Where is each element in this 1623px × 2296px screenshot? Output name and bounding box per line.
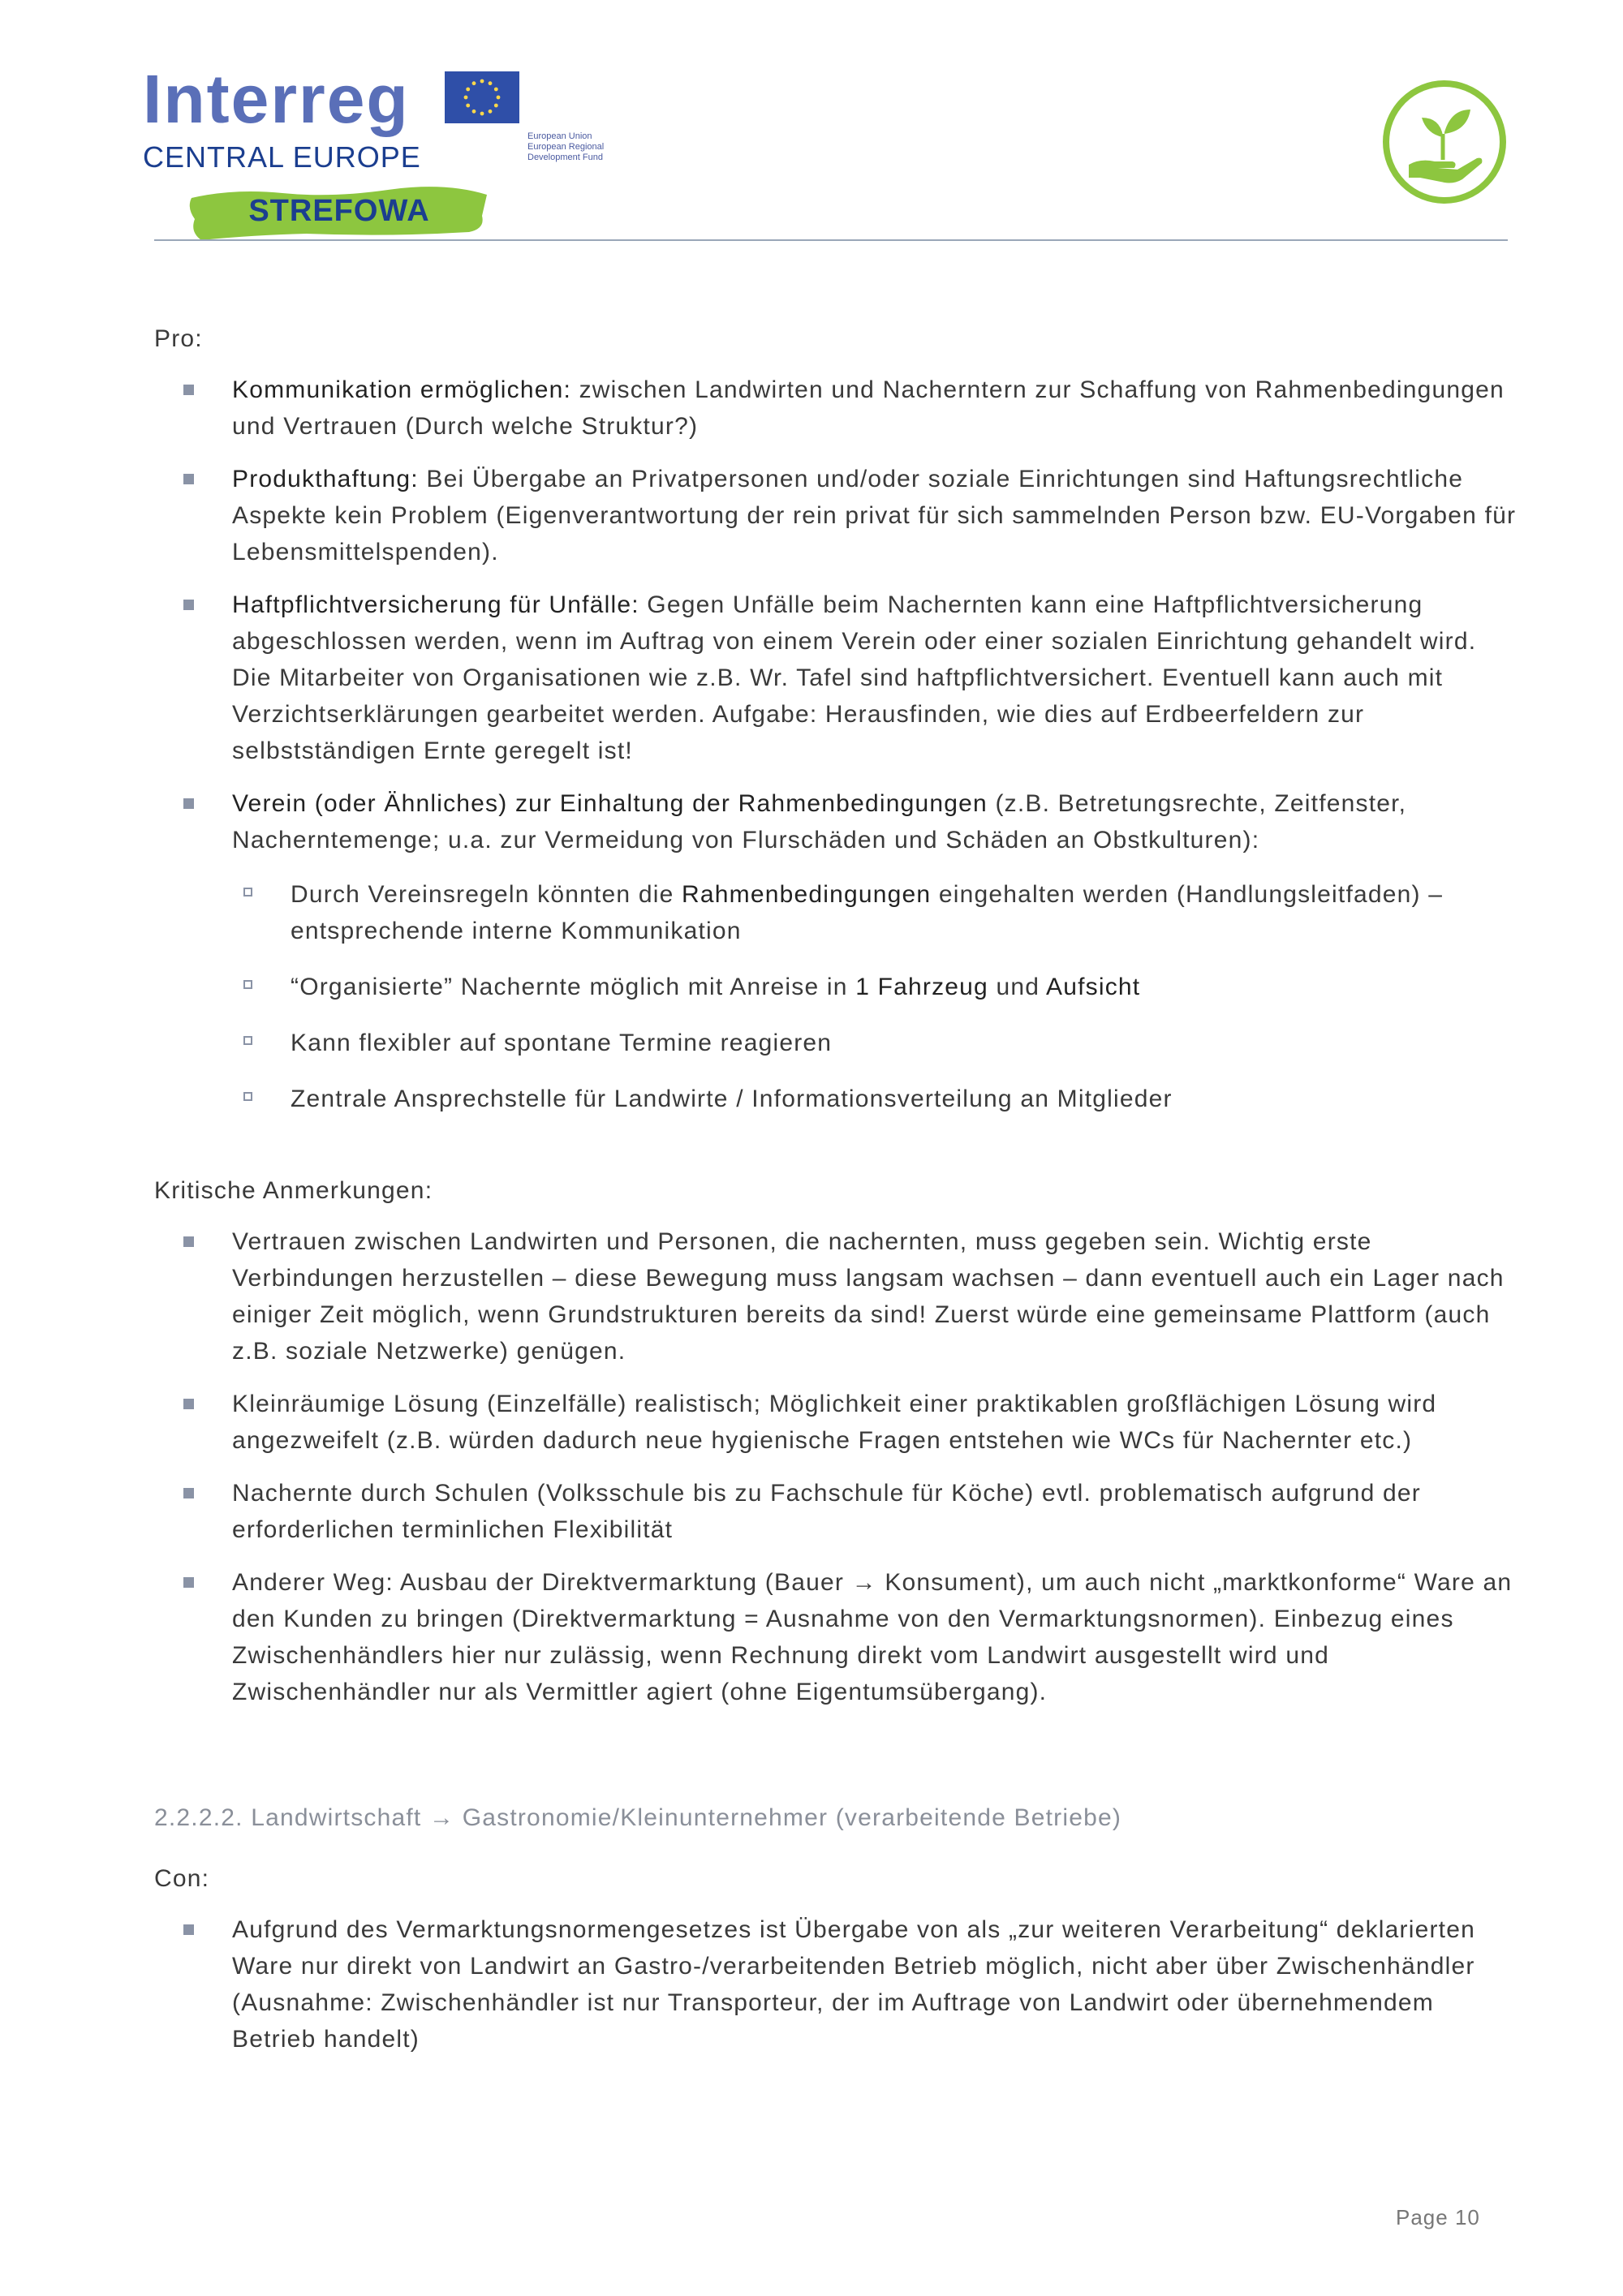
document-body <box>154 320 1518 2074</box>
central-europe-label: CENTRAL EUROPE <box>143 140 421 174</box>
eu-flag-icon <box>445 71 519 123</box>
pro-list <box>154 372 1518 1117</box>
list-item: Verein (oder Ähnliches) zur Einhaltung der Rahmenbedingungen (z.B. Betretungsrechte, Zeitfenster, Nacherntemenge; u.a. zur Vermeidung von Flurschäden und Schäden an Obstkulturen): Durch Vereinsregeln könnten die Rahmenbedingungen eingehalten werden (Handlungsleitfaden) – entsprechende interne Kommunikation “Organisierte” Nachernte möglich mit Anreise in 1 Fahrzeug und Aufsicht Kann flexibler auf spontane Termine reagieren Zentrale Ansprechstelle für Landwirte / Informationsverteilung an Mitglieder <box>154 785 1518 1117</box>
interreg-logo <box>143 61 605 242</box>
sub-list-item: Zentrale Ansprechstelle für Landwirte / Informationsverteilung an Mitglieder <box>232 1081 1518 1117</box>
list-item: Kommunikation ermöglichen: zwischen Landwirten und Nacherntern zur Schaffung von Rahmenbedingungen und Vertrauen (Durch welche Struktur?) <box>154 372 1518 445</box>
sub-list-item: “Organisierte” Nachernte möglich mit Anreise in 1 Fahrzeug und Aufsicht <box>232 969 1518 1005</box>
list-item: Aufgrund des Vermarktungsnormengesetzes ist Übergabe von als „zur weiteren Verarbeitung“ deklarierten Ware nur direkt von Landwirt an Gastro-/verarbeitenden Betrieb möglich, nicht aber über Zwischenhändler (Ausnahme: Zwischenhändler ist nur Transporteur, der im Auftrage von Landwirt oder übernehmendem Betrieb handelt) <box>154 1911 1518 2057</box>
verein-sublist <box>232 876 1518 1117</box>
subsection-heading: 2.2.2.2. Landwirtschaft → Gastronomie/Kleinunternehmer (verarbeitende Betriebe) <box>154 1804 1122 1831</box>
sub-list-item: Durch Vereinsregeln könnten die Rahmenbedingungen eingehalten werden (Handlungsleitfaden) – entsprechende interne Kommunikation <box>232 876 1518 949</box>
header-divider <box>154 239 1508 241</box>
list-item: Haftpflichtversicherung für Unfälle: Gegen Unfälle beim Nachernten kann eine Haftpflichtversicherung abgeschlossen werden, wenn im Auftrag von einem Verein oder einer sozialen Einrichtung gehandelt wird. Die Mitarbeiter von Organisationen wie z.B. Wr. Tafel sind haftpflichtversichert. Eventuell kann auch mit Verzichtserklärungen gearbeitet werden. Aufgabe: Herausfinden, wie dies auf Erdbeerfeldern zur selbstständigen Ernte geregelt ist! <box>154 587 1518 769</box>
kritisch-list <box>154 1223 1518 1710</box>
page-number: Page 10 <box>1396 2205 1480 2229</box>
pro-label: Pro: <box>154 325 203 352</box>
page-header <box>0 0 1623 243</box>
con-list <box>154 1911 1518 2057</box>
list-item: Anderer Weg: Ausbau der Direktvermarktung (Bauer → Konsument), um auch nicht „marktkonforme“ Ware an den Kunden zu bringen (Direktvermarktung = Ausnahme von den Vermarktungsnormen). Einbezug eines Zwischenhändlers hier nur zulässig, wenn Rechnung direkt vom Landwirt ausgestellt wird und Zwischenhändler nur als Vermittler agiert (ohne Eigentumsübergang). <box>154 1564 1518 1710</box>
list-item: Vertrauen zwischen Landwirten und Personen, die nachernten, muss gegeben sein. Wichtig erste Verbindungen herzustellen – diese Bewegung muss langsam wachsen – dann eventuell auch ein Lager nach einiger Zeit möglich, wenn Grundstrukturen bereits da sind! Zuerst würde eine gemeinsame Plattform (auch z.B. soziale Netzwerke) genügen. <box>154 1223 1518 1369</box>
project-name: STREFOWA <box>248 194 430 228</box>
sub-list-item: Kann flexibler auf spontane Termine reagieren <box>232 1025 1518 1061</box>
eu-caption: European Union European Regional Development Fund <box>527 131 605 162</box>
con-label: Con: <box>154 1865 210 1892</box>
list-item: Nachernte durch Schulen (Volksschule bis zu Fachschule für Köche) evtl. problematisch aufgrund der erforderlichen terminlichen Flexibilität <box>154 1475 1518 1548</box>
list-item: Produkthaftung: Bei Übergabe an Privatpersonen und/oder soziale Einrichtungen sind Haftungsrechtliche Aspekte kein Problem (Eigenverantwortung der rein privat für sich sammelnden Person bzw. EU-Vorgaben für Lebensmittelspenden). <box>154 461 1518 570</box>
interreg-wordmark: Interreg <box>143 61 410 137</box>
list-item: Kleinräumige Lösung (Einzelfälle) realistisch; Möglichkeit einer praktikablen großflächigen Lösung wird angezweifelt (z.B. würden dadurch neue hygienische Fragen entstehen wie WCs für Nachernter etc.) <box>154 1386 1518 1459</box>
kritisch-label: Kritische Anmerkungen: <box>154 1177 433 1204</box>
plant-in-hand-icon <box>1380 77 1509 207</box>
